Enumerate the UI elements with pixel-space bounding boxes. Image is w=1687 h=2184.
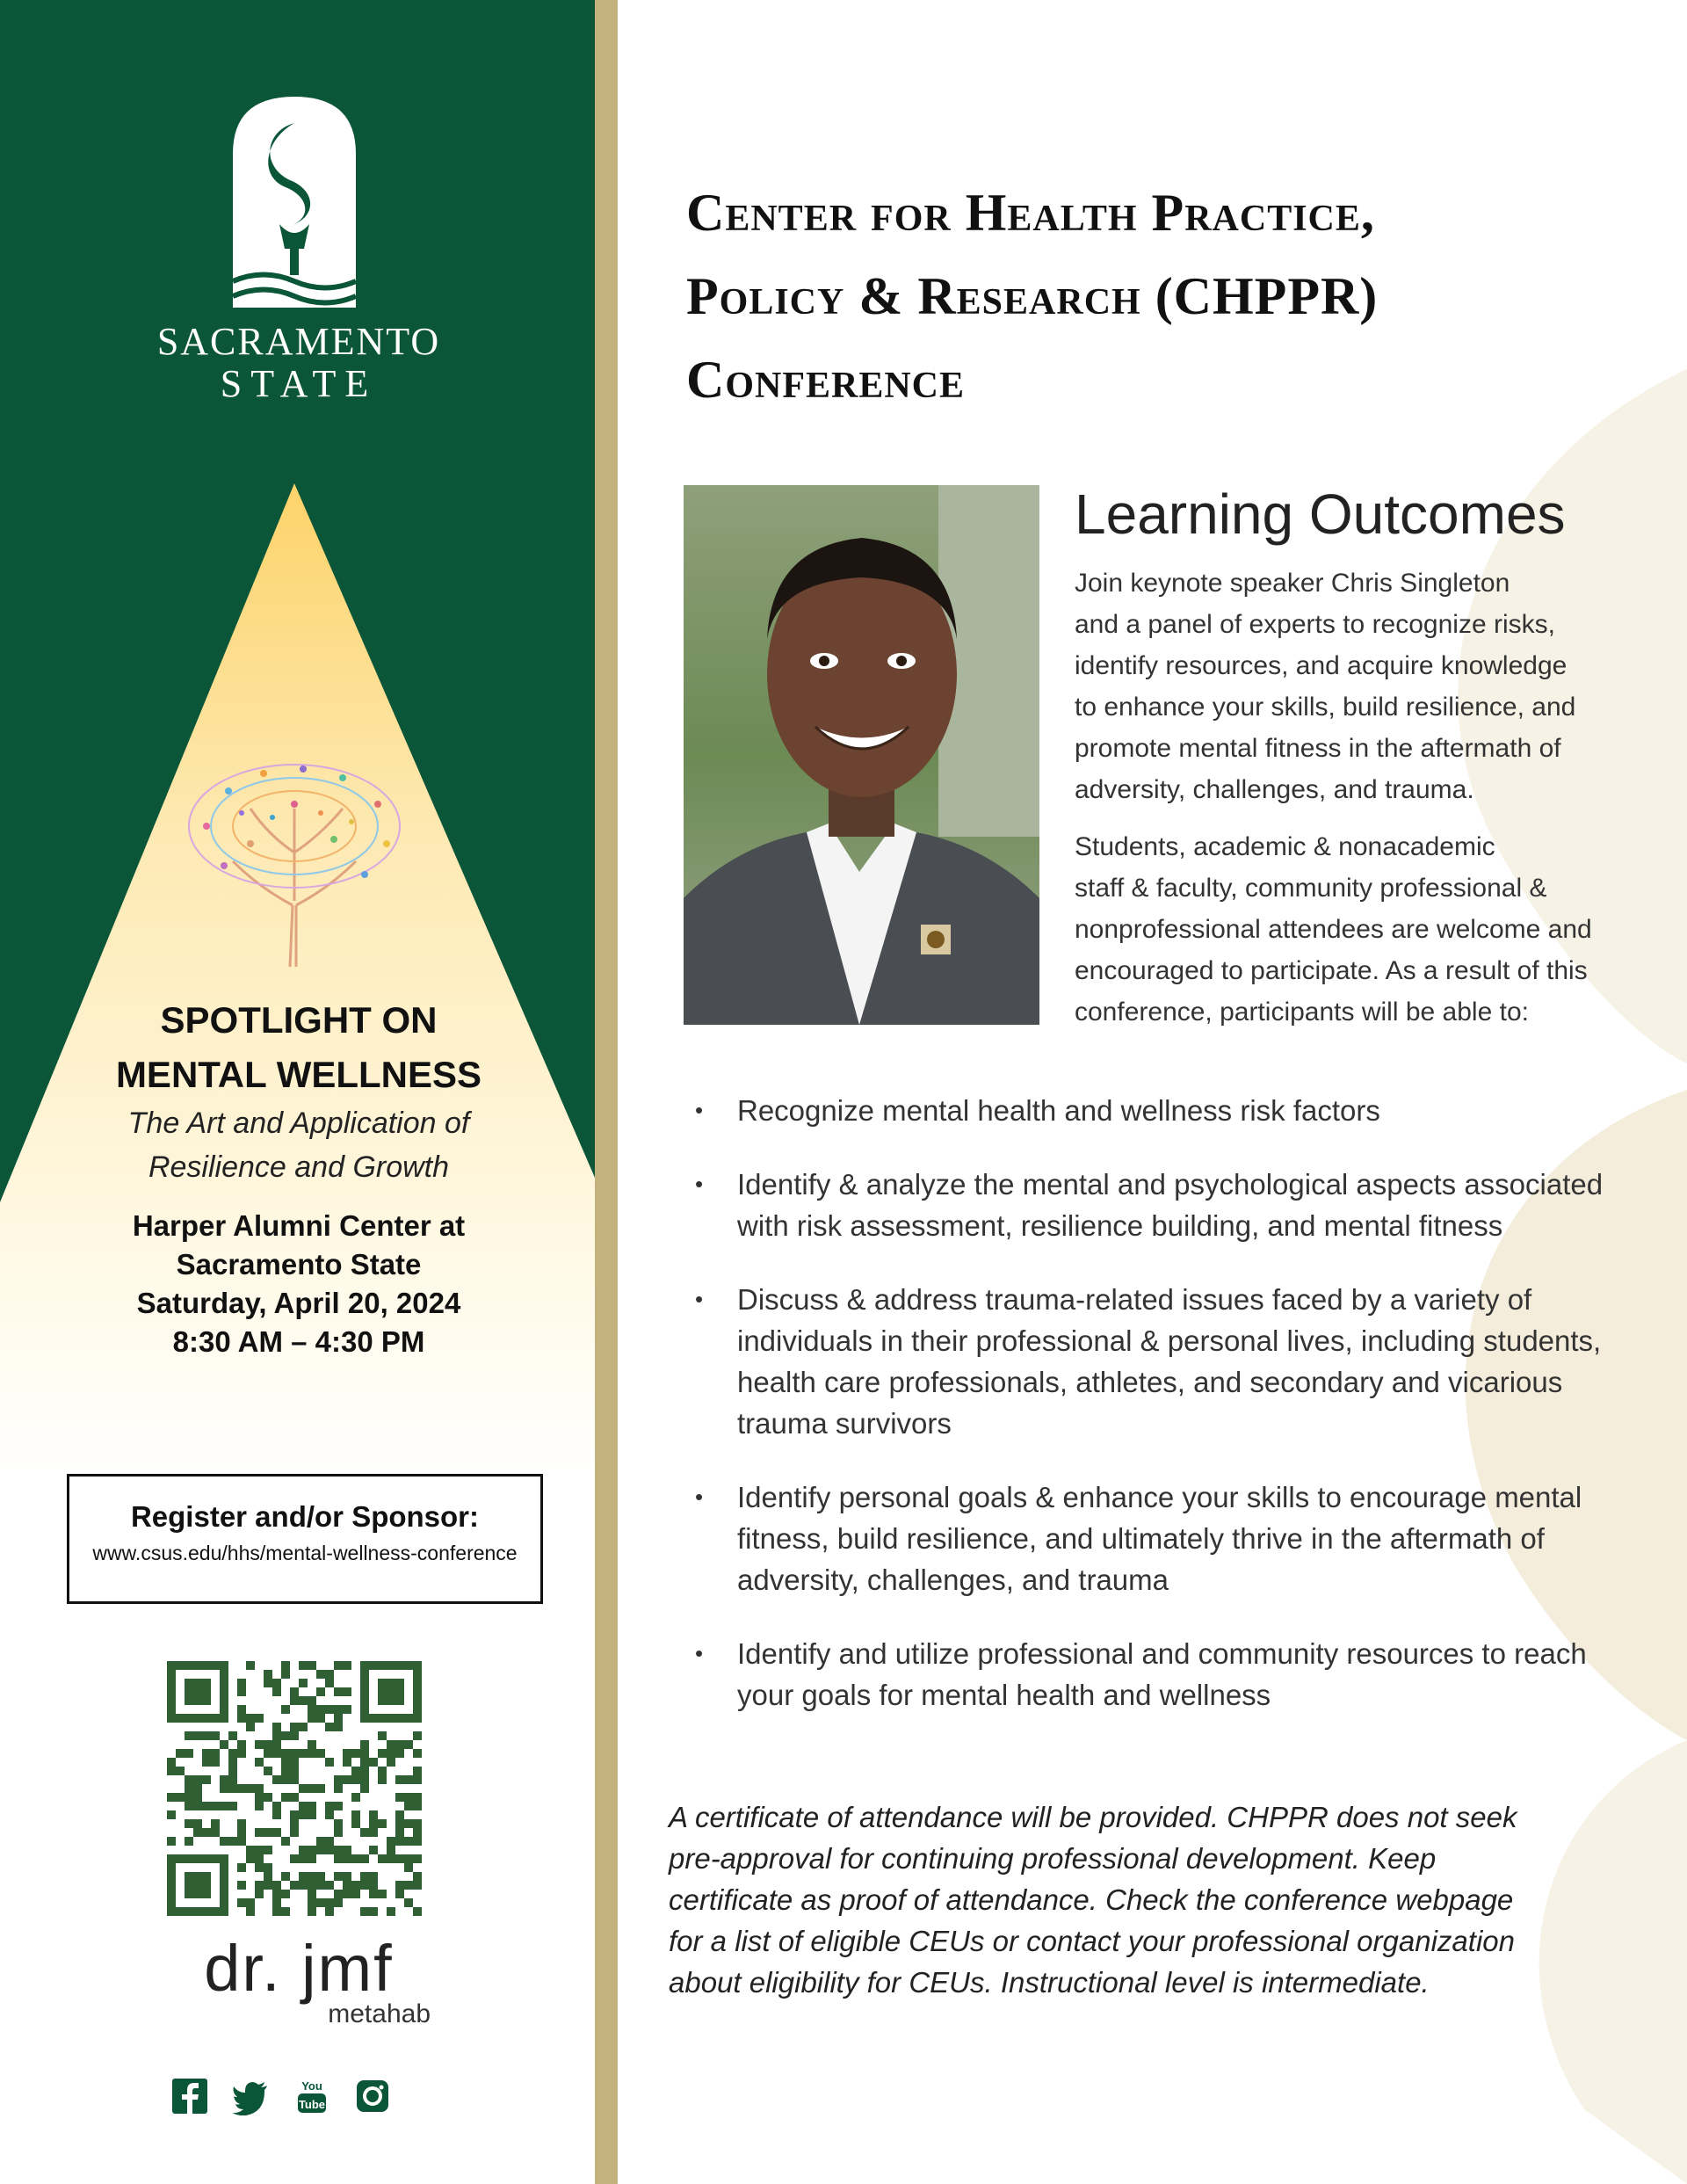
gold-divider bbox=[595, 0, 618, 2184]
list-item-line: Discuss & address trauma-related issues faced by a variety of bbox=[737, 1283, 1532, 1316]
register-label: Register and/or Sponsor: bbox=[130, 1500, 480, 1533]
qr-finder-pattern bbox=[360, 1661, 422, 1723]
youtube-icon[interactable] bbox=[293, 2077, 330, 2115]
certificate-line: A certificate of attendance will be provided. CHPPR does not seek bbox=[669, 1801, 1517, 1833]
event-title-line: SPOTLIGHT ON bbox=[160, 999, 438, 1041]
outcomes-list bbox=[695, 1090, 1670, 1748]
certificate-line: pre-approval for continuing professional development. Keep bbox=[669, 1842, 1437, 1875]
audience-paragraph bbox=[1075, 826, 1672, 1033]
qr-finder-pattern bbox=[167, 1661, 228, 1723]
list-item bbox=[695, 1279, 1670, 1444]
brand-sub: metahab bbox=[328, 1999, 431, 2028]
brand-main: dr. jmf bbox=[204, 1932, 394, 2005]
logo-wordmark-line1: SACRAMENTO bbox=[156, 320, 441, 363]
bullet-icon: • bbox=[695, 1286, 704, 1312]
event-subtitle-line: Resilience and Growth bbox=[148, 1150, 450, 1184]
logo-wordmark-line2: STATE bbox=[220, 362, 378, 405]
event-venue-line2: Sacramento State bbox=[176, 1248, 422, 1281]
bullet-icon: • bbox=[695, 1484, 704, 1510]
speaker-photo bbox=[684, 485, 1039, 1025]
qr-code[interactable] bbox=[167, 1661, 422, 1916]
paragraph-line: and a panel of experts to recognize risks, bbox=[1075, 610, 1555, 639]
twitter-icon[interactable] bbox=[232, 2077, 269, 2115]
learning-outcomes-heading: Learning Outcomes bbox=[1075, 483, 1566, 546]
bullet-icon: • bbox=[695, 1171, 704, 1197]
learning-intro-paragraph bbox=[1075, 562, 1672, 810]
list-item-line: with risk assessment, resilience building, and mental fitness bbox=[737, 1209, 1503, 1242]
register-box bbox=[67, 1474, 543, 1604]
list-item-line: individuals in their professional & personal lives, including students, bbox=[737, 1324, 1602, 1357]
certificate-line: certificate as proof of attendance. Check the conference webpage bbox=[669, 1883, 1514, 1916]
list-item bbox=[695, 1633, 1670, 1716]
list-item-line: adversity, challenges, and trauma bbox=[737, 1564, 1169, 1596]
list-item-line: trauma survivors bbox=[737, 1407, 952, 1440]
paragraph-line: Join keynote speaker Chris Singleton bbox=[1075, 569, 1510, 598]
paragraph-line: promote mental fitness in the aftermath of bbox=[1075, 734, 1561, 763]
paragraph-line: encouraged to participate. As a result of this bbox=[1075, 956, 1588, 985]
list-item-line: Recognize mental health and wellness risk factors bbox=[737, 1094, 1380, 1127]
bullet-icon: • bbox=[695, 1097, 704, 1123]
list-item bbox=[695, 1164, 1670, 1246]
page-title-line: Center for Health Practice, bbox=[686, 184, 1375, 242]
event-venue: Harper Alumni Center at bbox=[132, 1209, 466, 1242]
left-panel bbox=[0, 0, 595, 2184]
paragraph-line: identify resources, and acquire knowledge bbox=[1075, 651, 1568, 680]
logo-wordmark bbox=[88, 321, 510, 405]
list-item-line: Identify and utilize professional and community resources to reach bbox=[737, 1637, 1587, 1670]
paragraph-line: staff & faculty, community professional & bbox=[1075, 874, 1547, 903]
event-details bbox=[53, 1207, 545, 1361]
list-item-line: your goals for mental health and wellness bbox=[737, 1679, 1271, 1711]
event-subtitle bbox=[53, 1101, 545, 1189]
svg-text:You: You bbox=[300, 2079, 322, 2093]
page-title bbox=[686, 171, 1670, 422]
page-title-line: Policy & Research (CHPPR) bbox=[686, 267, 1379, 325]
register-link[interactable]: www.csus.edu/hhs/mental-wellness-conference bbox=[92, 1542, 518, 1564]
certificate-line: about eligibility for CEUs. Instructional level is intermediate. bbox=[669, 1966, 1430, 1999]
certificate-note bbox=[669, 1796, 1679, 2003]
event-subtitle-line: The Art and Application of bbox=[127, 1107, 470, 1140]
list-item-line: Identify personal goals & enhance your skills to encourage mental bbox=[737, 1481, 1582, 1513]
brain-tree-icon bbox=[180, 756, 409, 967]
list-item bbox=[695, 1090, 1670, 1131]
facebook-icon[interactable] bbox=[171, 2077, 208, 2115]
instagram-icon[interactable] bbox=[354, 2077, 391, 2115]
sacramento-state-logo bbox=[149, 92, 439, 321]
list-item-line: fitness, build resilience, and ultimately thrive in the aftermath of bbox=[737, 1522, 1545, 1555]
drjmf-metahab-logo bbox=[132, 1934, 466, 2028]
certificate-line: for a list of eligible CEUs or contact your professional organization bbox=[669, 1925, 1515, 1957]
paragraph-line: Students, academic & nonacademic bbox=[1075, 832, 1495, 861]
event-title-line: MENTAL WELLNESS bbox=[115, 1054, 482, 1095]
svg-text:Tube: Tube bbox=[298, 2098, 325, 2111]
event-time: 8:30 AM – 4:30 PM bbox=[172, 1325, 425, 1358]
paragraph-line: conference, participants will be able to: bbox=[1075, 998, 1529, 1027]
paragraph-line: nonprofessional attendees are welcome and bbox=[1075, 915, 1592, 944]
qr-finder-pattern bbox=[167, 1854, 228, 1916]
list-item bbox=[695, 1477, 1670, 1600]
social-links bbox=[171, 2077, 391, 2119]
main-content bbox=[618, 0, 1687, 2184]
bullet-icon: • bbox=[695, 1640, 704, 1666]
paragraph-line: adversity, challenges, and trauma. bbox=[1075, 775, 1474, 804]
page-title-line: Conference bbox=[686, 351, 966, 409]
list-item-line: health care professionals, athletes, and secondary and vicarious bbox=[737, 1366, 1563, 1398]
event-title bbox=[53, 993, 545, 1102]
event-date: Saturday, April 20, 2024 bbox=[136, 1287, 461, 1319]
list-item-line: Identify & analyze the mental and psychological aspects associated bbox=[737, 1168, 1604, 1201]
paragraph-line: to enhance your skills, build resilience, and bbox=[1075, 693, 1576, 722]
